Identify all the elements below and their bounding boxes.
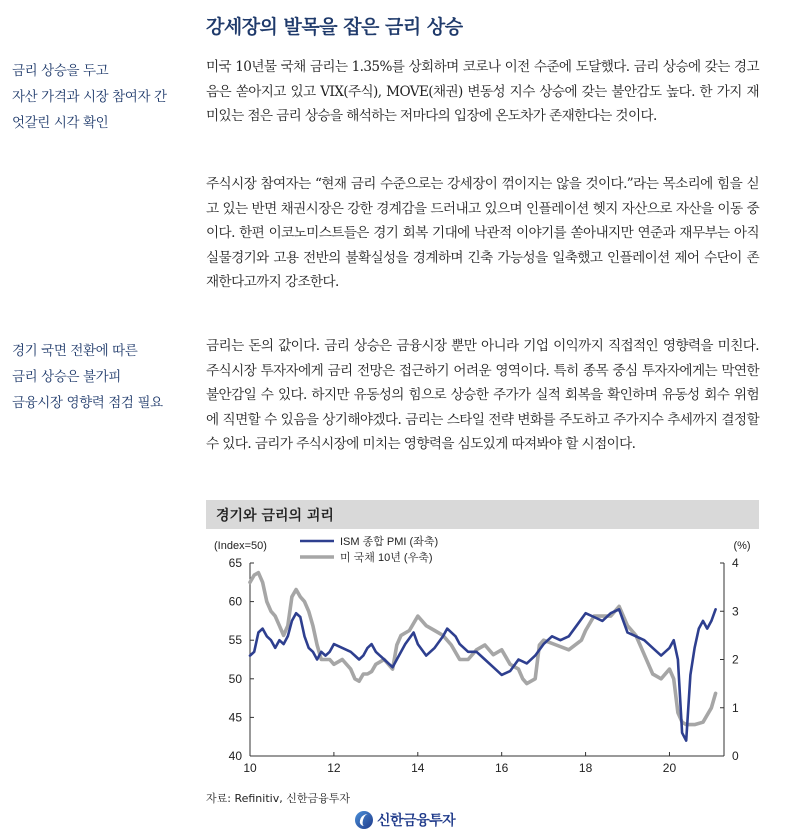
pmi-yield-chart xyxy=(206,529,759,791)
brand-logo-text: 신한금융투자 xyxy=(377,813,456,829)
sidebar-note-line: 금리 상승은 불가피 xyxy=(12,369,121,385)
sidebar-note-1 xyxy=(12,58,197,136)
y-right-tick-label: 4 xyxy=(732,556,739,570)
y-left-tick-label: 50 xyxy=(228,671,242,686)
x-tick-label: 14 xyxy=(411,761,425,775)
x-tick-label: 18 xyxy=(578,761,593,775)
y-left-tick-label: 45 xyxy=(228,710,242,725)
x-tick-label: 16 xyxy=(495,761,509,775)
series-line-ism-pmi xyxy=(250,609,716,740)
sidebar-note-line: 엇갈린 시각 확인 xyxy=(12,115,109,131)
y-left-tick-label: 65 xyxy=(228,556,242,570)
chart-title: 경기와 금리의 괴리 xyxy=(216,508,334,524)
y-left-axis-label: (Index=50) xyxy=(214,540,267,552)
source-note: 자료: Refinitiv, 신한금융투자 xyxy=(206,792,350,805)
y-right-axis-label: (%) xyxy=(733,540,751,552)
legend-item-us10y-yield-label: 미 국채 10년 (우축) xyxy=(340,552,433,564)
sidebar-note-line: 자산 가격과 시장 참여자 간 xyxy=(12,89,167,105)
y-left-tick-label: 60 xyxy=(228,594,242,609)
y-left-tick-label: 55 xyxy=(228,633,242,648)
page-title: 강세장의 발목을 잡은 금리 상승 xyxy=(206,16,463,38)
y-right-tick-label: 3 xyxy=(732,604,739,619)
y-right-tick-label: 0 xyxy=(732,749,739,763)
series-line-us10y-yield xyxy=(250,573,716,725)
shinhan-logo-icon xyxy=(355,811,373,829)
body-paragraph-1: 미국 10년물 국채 금리는 1.35%를 상회하며 코로나 이전 수준에 도달했다. 금리 상승에 갖는 경고음은 쏟아지고 있고 VIX(주식), MOVE(채권) 변동성 지수 상승에 갖는 불안감도 높다. 한 가지 재미있는 점은 금리 상승을 해석하는 저마다의 입장에 온도차가 존재한다는 것이다. xyxy=(206,59,759,124)
x-tick-label: 12 xyxy=(327,761,341,775)
sidebar-note-line: 경기 국면 전환에 따른 xyxy=(12,343,138,359)
sidebar-note-line: 금융시장 영향력 점검 필요 xyxy=(12,395,163,411)
x-tick-label: 20 xyxy=(662,761,677,775)
chart-title-band xyxy=(206,500,759,529)
x-tick-label: 10 xyxy=(243,761,257,775)
y-right-tick-label: 1 xyxy=(732,700,739,715)
body-paragraph-2: 주식시장 참여자는 “현재 금리 수준으로는 강세장이 꺾이지는 않을 것이다.”라는 목소리에 힘을 싣고 있는 반면 채권시장은 강한 경계감을 드러내고 있으며 인플레이션 헷지 자산으로 자산을 이동 중이다. 한편 이코노미스트들은 경기 회복 기대에 낙관적 이야기를 쏟아내지만 연준과 재무부는 아직 실물경기와 고용 전반의 불확실성을 경계하며 긴축 가능성을 일축했고 인플레이션 제어 수단이 존재한다고까지 강조한다. xyxy=(206,176,759,290)
y-left-tick-label: 40 xyxy=(228,749,242,763)
sidebar-note-line: 금리 상승을 두고 xyxy=(12,63,109,79)
sidebar-note-2 xyxy=(12,338,197,416)
body-paragraph-3: 금리는 돈의 값이다. 금리 상승은 금융시장 뿐만 아니라 기업 이익까지 직접적인 영향력을 미친다. 주식시장 투자자에게 금리 전망은 접근하기 어려운 영역이다. 특히 종목 중심 투자자에게는 막연한 불안감일 수 있다. 하지만 유동성의 힘으로 상승한 주가가 실적 회복을 확인하며 유동성 회수 위험에 직면할 수 있음을 상기해야겠다. 금리는 스타일 전략 변화를 주도하고 주가지수 추세까지 결정할 수 있다. 금리가 주식시장에 미치는 영향력을 심도있게 따져봐야 할 시점이다. xyxy=(206,338,759,452)
legend-item-ism-pmi-label: ISM 종합 PMI (좌축) xyxy=(340,536,439,548)
brand-logo xyxy=(355,809,455,831)
y-right-tick-label: 2 xyxy=(732,652,739,667)
